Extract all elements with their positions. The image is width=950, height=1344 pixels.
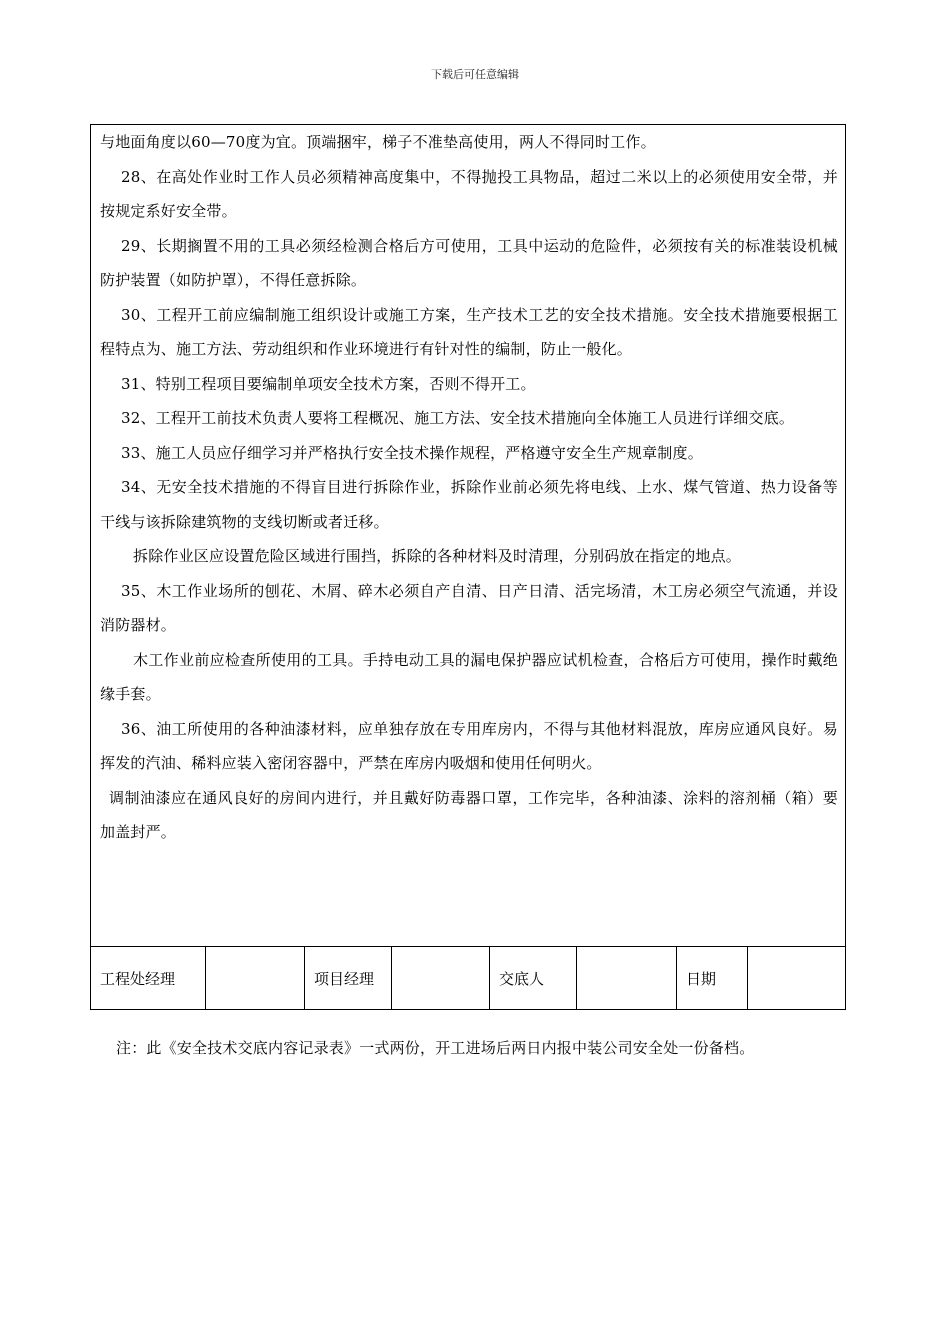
project-manager-label: 项目经理 xyxy=(305,947,392,1009)
paragraph-30: 30、工程开工前应编制施工组织设计或施工方案，生产技术工艺的安全技术措施。安全技术措施要根据工程特点为、施工方法、劳动组织和作业环境进行有针对性的编制，防止一般化。 xyxy=(100,305,838,358)
engineering-manager-field[interactable] xyxy=(206,947,305,1009)
discloser-label: 交底人 xyxy=(490,947,577,1009)
discloser-field[interactable] xyxy=(577,947,677,1009)
paragraph-35-tools: 木工作业前应检查所使用的工具。手持电动工具的漏电保护器应试机检查，合格后方可使用，操作时戴绝缘手套。 xyxy=(100,650,838,703)
signature-row xyxy=(91,947,845,1009)
paragraph-31: 31、特别工程项目要编制单项安全技术方案，否则不得开工。 xyxy=(121,374,536,393)
paragraph-36-mixing: 调制油漆应在通风良好的房间内进行，并且戴好防毒器口罩，工作完毕，各种油漆、涂料的溶剂桶（箱）要加盖封严。 xyxy=(100,788,838,841)
record-table xyxy=(90,124,846,1010)
header-note: 下载后可任意编辑 xyxy=(431,68,519,81)
project-manager-field[interactable] xyxy=(392,947,490,1009)
paragraph-34: 34、无安全技术措施的不得盲目进行拆除作业，拆除作业前必须先将电线、上水、煤气管道、热力设备等干线与该拆除建筑物的支线切断或者迁移。 xyxy=(100,478,838,531)
paragraph-34-demolition-area: 拆除作业区应设置危险区域进行围挡，拆除的各种材料及时清理，分别码放在指定的地点。 xyxy=(133,547,742,565)
paragraph-29: 29、长期搁置不用的工具必须经检测合格后方可使用，工具中运动的危险件，必须按有关的标准装设机械防护装置（如防护罩），不得任意拆除。 xyxy=(100,236,838,289)
date-label: 日期 xyxy=(677,947,748,1009)
paragraph-36: 36、油工所使用的各种油漆材料，应单独存放在专用库房内，不得与其他材料混放，库房应通风良好。易挥发的汽油、稀料应装入密闭容器中，严禁在库房内吸烟和使用任何明火。 xyxy=(100,719,838,772)
paragraph-28: 28、在高处作业时工作人员必须精神高度集中，不得抛投工具物品，超过二米以上的必须使用安全带，并按规定系好安全带。 xyxy=(100,167,838,220)
content-cell xyxy=(91,125,845,947)
date-field[interactable] xyxy=(748,947,845,1009)
engineering-manager-label: 工程处经理 xyxy=(91,947,206,1009)
footer-note: 注：此《安全技术交底内容记录表》一式两份，开工进场后两日内报中装公司安全处一份备档。 xyxy=(116,1039,755,1057)
paragraph-35: 35、木工作业场所的刨花、木屑、碎木必须自产自清、日产日清、活完场清，木工房必须空气流通，并设消防器材。 xyxy=(100,581,838,634)
paragraph-32: 32、工程开工前技术负责人要将工程概况、施工方法、安全技术措施向全体施工人员进行详细交底。 xyxy=(121,409,795,427)
paragraph-27-continued: 与地面角度以60—70度为宜。顶端捆牢，梯子不准垫高使用，两人不得同时工作。 xyxy=(100,133,656,151)
paragraph-33: 33、施工人员应仔细学习并严格执行安全技术操作规程，严格遵守安全生产规章制度。 xyxy=(121,443,703,462)
content-paragraphs xyxy=(100,125,838,850)
